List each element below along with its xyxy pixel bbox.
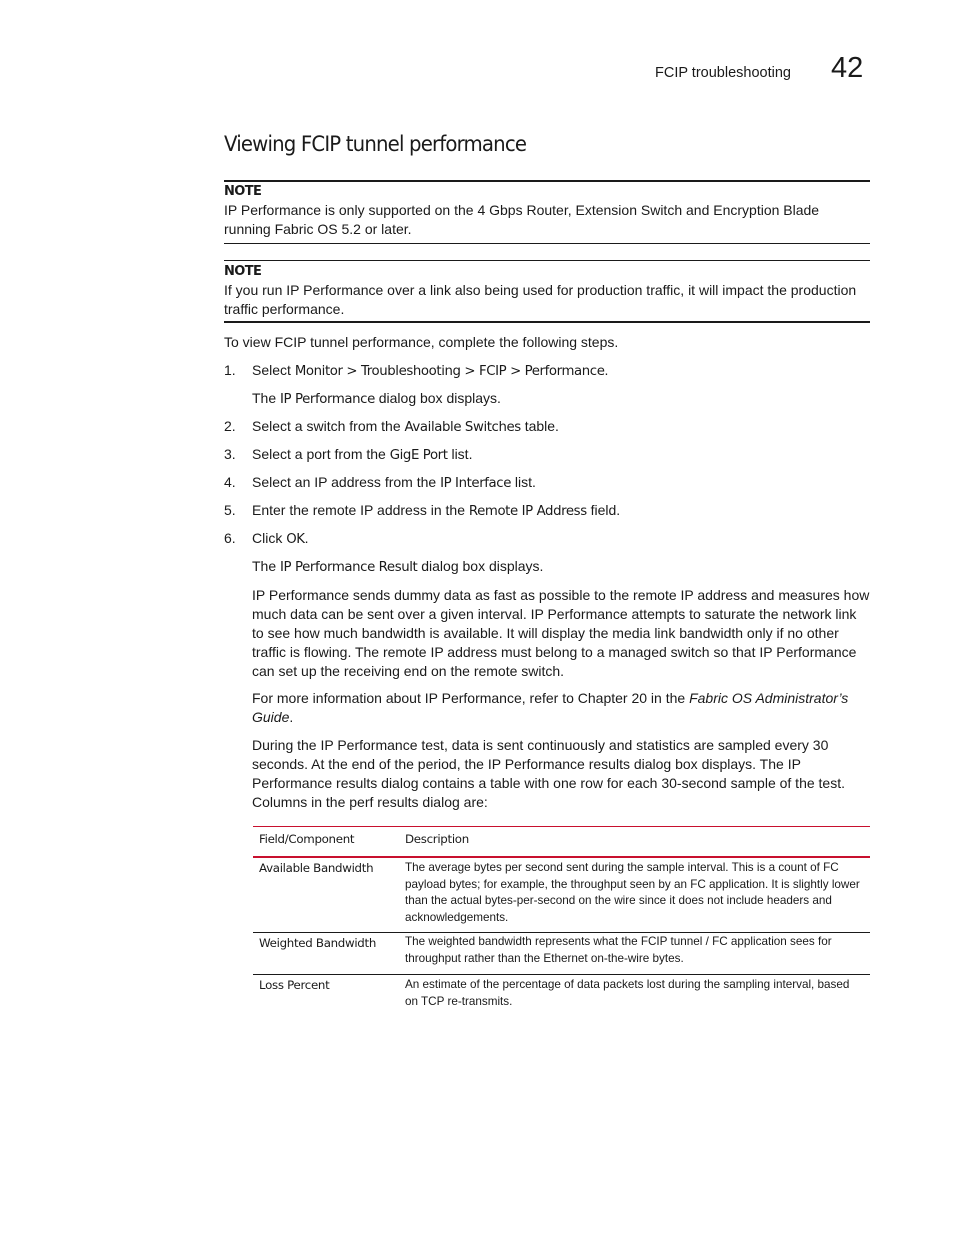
body-paragraph: IP Performance sends dummy data as fast as possible to the remote IP address and measures how much data can be sent over a given interval. IP Performance attempts to saturate the network link to see how much bandwidth is available. It will display the media link bandwidth only if no other traffic is flowing. The remote IP address must belong to a managed switch so that IP Performance can set up the receiving end on the remote switch.	[252, 587, 870, 679]
note-text: IP Performance is only supported on the 4 Gbps Router, Extension Switch and Encryption Blade running Fabric OS 5.2 or later.	[224, 202, 820, 237]
step-text: Enter the remote IP address in the	[252, 502, 469, 518]
note-bottom-rule	[224, 243, 870, 244]
column-header-description: Description	[405, 832, 469, 846]
ui-table-name: Available Switches	[404, 420, 521, 435]
ui-dialog-name: IP Performance	[280, 392, 375, 407]
ui-dialog-name: IP Performance Result	[280, 560, 418, 575]
cell-field: Weighted Bandwidth	[259, 936, 376, 950]
running-header-section: FCIP troubleshooting	[655, 65, 791, 81]
step-text-end: list.	[510, 474, 536, 490]
table-header-rule	[253, 856, 870, 858]
step-text-end: field.	[586, 502, 621, 518]
cell-description: The average bytes per second sent during the sample interval. This is a count of FC payload bytes; for example, the throughput seen by an FC application. It is slightly lower than the actual bytes-per-second on the wire since it does not include headers and acknowledgements.	[405, 861, 860, 924]
reference-paragraph	[252, 689, 870, 727]
row-divider	[253, 974, 870, 975]
cell-field: Available Bandwidth	[259, 861, 374, 875]
chapter-number: 42	[831, 52, 864, 84]
result-text: The	[252, 558, 281, 574]
row-divider	[253, 932, 870, 933]
table-top-rule	[253, 826, 870, 827]
note-label: NOTE	[224, 184, 262, 199]
page-title: Viewing FCIP tunnel performance	[224, 132, 527, 156]
ui-button-name: OK	[286, 532, 305, 547]
column-header-field: Field/Component	[259, 832, 355, 846]
step-number: 5.	[224, 502, 236, 518]
cell-description: An estimate of the percentage of data packets lost during the sampling interval, based on TCP re-transmits.	[405, 978, 860, 1008]
note-top-rule	[224, 260, 870, 261]
note-top-rule	[224, 180, 870, 182]
book-title: Fabric OS Administrator’s Guide	[252, 690, 849, 725]
step-text-end: .	[304, 530, 309, 546]
step-text: Select	[252, 362, 295, 378]
reference-text: For more information about IP Performance, refer to Chapter 20 in the	[252, 690, 690, 706]
body-paragraph: During the IP Performance test, data is sent continuously and statistics are sampled every 30 seconds. At the end of the period, the IP Performance results dialog box displays. The IP Performance results dialog contains a table with one row for each 30-second sample of the test. Columns in the perf results dialog are:	[252, 737, 845, 810]
note-text: If you run IP Performance over a link also being used for production traffic, it will impact the production traffic performance.	[224, 282, 857, 317]
step-text: Select an IP address from the	[252, 474, 441, 490]
note-bottom-rule	[224, 321, 870, 323]
step-text: Select a switch from the	[252, 418, 405, 434]
note-label: NOTE	[224, 264, 262, 279]
ui-field-name: Remote IP Address	[468, 504, 587, 519]
step-number: 1.	[224, 362, 236, 378]
step-number: 6.	[224, 530, 236, 546]
step-number: 2.	[224, 418, 236, 434]
step-text-end: table.	[520, 418, 559, 434]
result-text-end: dialog box displays.	[417, 558, 544, 574]
step-text: Click	[252, 530, 287, 546]
cell-description: The weighted bandwidth represents what the FCIP tunnel / FC application sees for throughput rather than the Ethernet on-the-wire bytes.	[405, 935, 832, 965]
ui-menu-path: Monitor > Troubleshooting > FCIP > Performance	[294, 364, 605, 379]
intro-text: To view FCIP tunnel performance, complete the following steps.	[224, 334, 619, 350]
step-text-end: .	[604, 362, 609, 378]
ui-list-name: IP Interface	[440, 476, 511, 491]
ui-list-name: GigE Port	[389, 448, 448, 463]
step-text: Select a port from the	[252, 446, 390, 462]
result-text: The	[252, 390, 281, 406]
step-text-end: list.	[447, 446, 473, 462]
cell-field: Loss Percent	[259, 978, 330, 992]
result-text-end: dialog box displays.	[374, 390, 501, 406]
step-number: 4.	[224, 474, 236, 490]
step-number: 3.	[224, 446, 236, 462]
reference-text-end: .	[289, 709, 294, 725]
